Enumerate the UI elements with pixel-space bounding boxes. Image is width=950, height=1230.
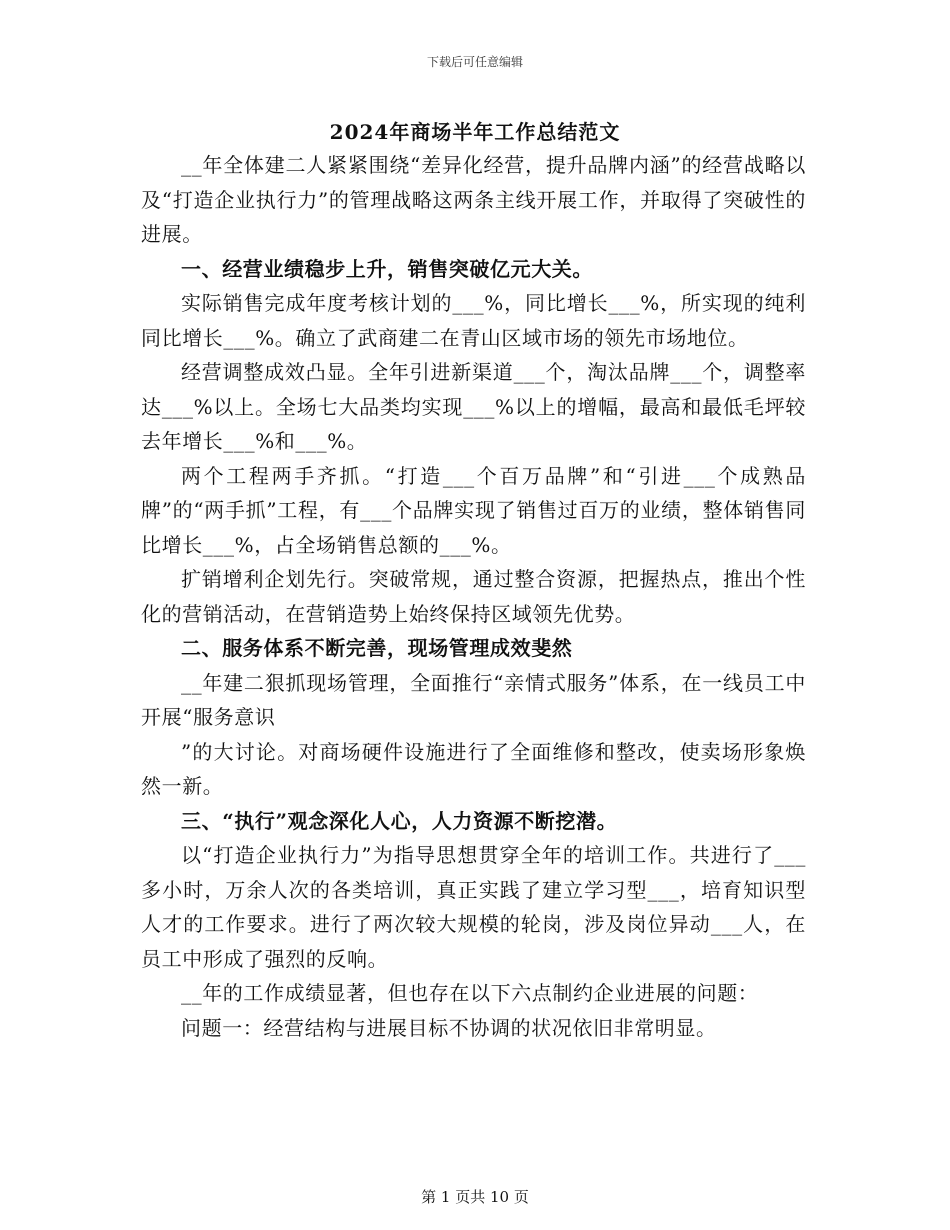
paragraph: 以“打造企业执行力”为指导思想贯穿全年的培训工作。共进行了___多小时，万余人次的各类培训，真正实践了建立学习型___，培育知识型人才的工作要求。进行了两次较大规模的轮岗，涉及岗位异动___人，在员工中形成了强烈的反响。 <box>141 843 806 971</box>
section-heading: 二、服务体系不断完善，现场管理成效斐然 <box>181 636 573 660</box>
page-header-note: 下载后可任意编辑 <box>426 55 523 69</box>
paragraph: 扩销增利企划先行。突破常规，通过整合资源，把握热点，推出个性化的营销活动，在营销造势上始终保持区域领先优势。 <box>141 567 806 626</box>
document-body <box>141 148 806 1045</box>
paragraph: __年全体建二人紧紧围绕“差异化经营，提升品牌内涵”的经营战略以及“打造企业执行力”的管理战略这两条主线开展工作，并取得了突破性的进展。 <box>141 153 806 246</box>
paragraph: __年的工作成绩显著，但也存在以下六点制约企业进展的问题： <box>181 981 759 1005</box>
section-heading: 三、“执行”观念深化人心，人力资源不断挖潜。 <box>181 808 618 833</box>
page-footer-number: 第 1 页共 10 页 <box>421 1188 529 1206</box>
paragraph: 实际销售完成年度考核计划的___%，同比增长___%，所实现的纯利同比增长___%。确立了武商建二在青山区域市场的领先市场地位。 <box>141 291 806 350</box>
section-heading: 一、经营业绩稳步上升，销售突破亿元大关。 <box>181 256 593 281</box>
paragraph: 问题一：经营结构与进展目标不协调的状况依旧非常明显。 <box>181 1015 717 1040</box>
paragraph: 两个工程两手齐抓。“打造___个百万品牌”和“引进___个成熟品牌”的“两手抓”工程，有___个品牌实现了销售过百万的业绩，整体销售同比增长___%，占全场销售总额的___%。 <box>141 463 806 557</box>
paragraph: __年建二狠抓现场管理，全面推行“亲情式服务”体系，在一线员工中开展“服务意识 <box>141 670 806 729</box>
paragraph: 经营调整成效凸显。全年引进新渠道___个，淘汰品牌___个，调整率达___%以上。全场七大品类均实现___%以上的增幅，最高和最低毛坪较去年增长___%和___%。 <box>141 360 806 453</box>
paragraph: ”的大讨论。对商场硬件设施进行了全面维修和整改，使卖场形象焕然一新。 <box>141 739 806 798</box>
document-title: 2024年商场半年工作总结范文 <box>329 120 621 144</box>
